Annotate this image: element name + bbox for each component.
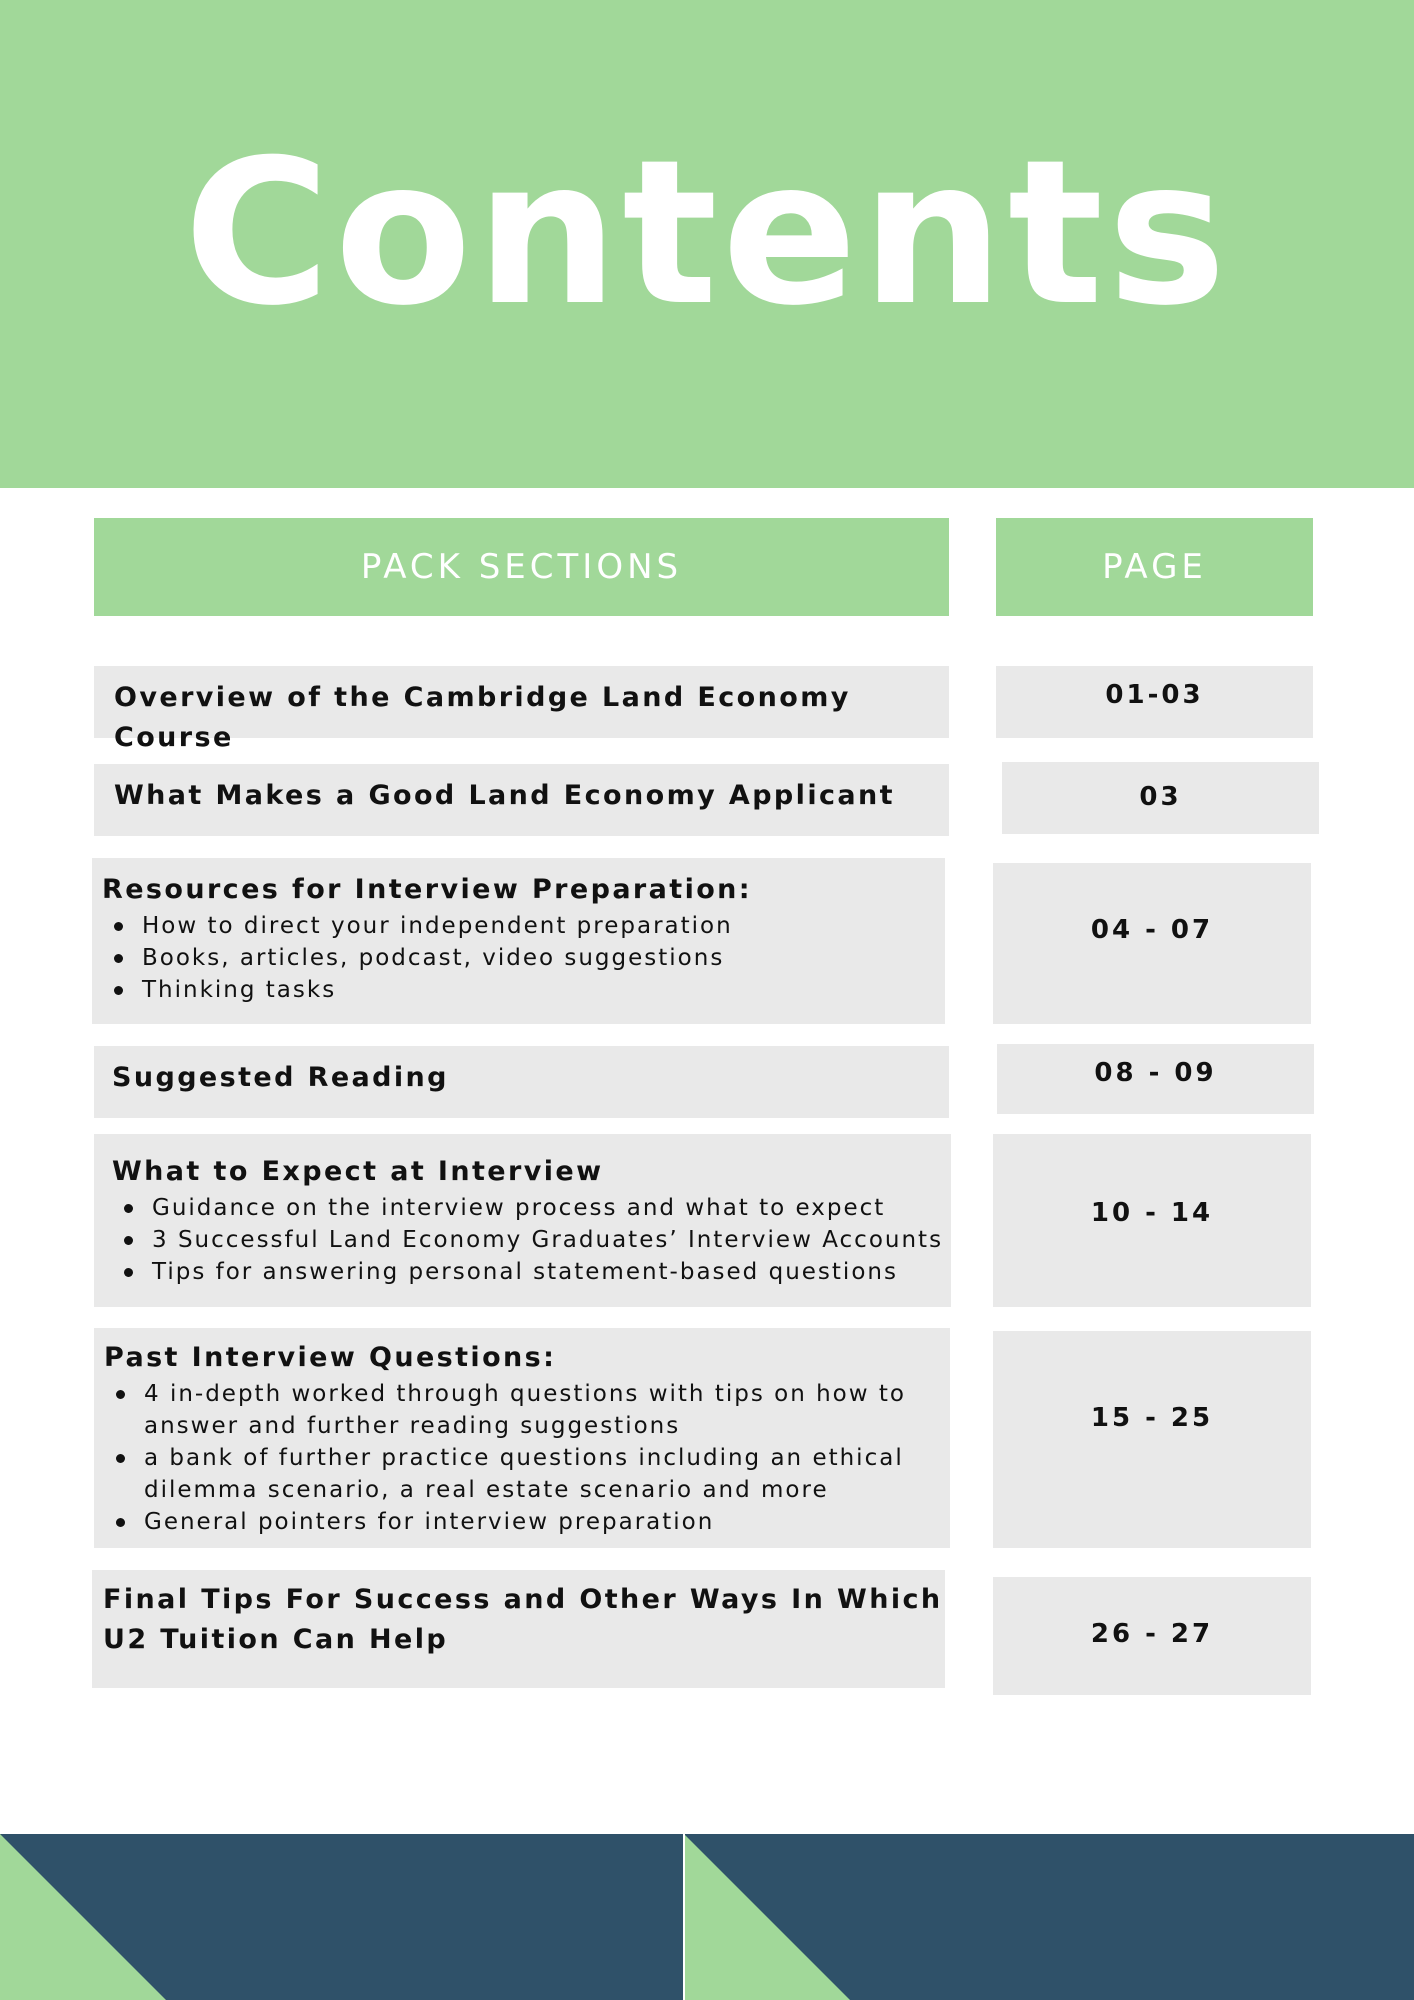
header-pack-sections-label: PACK SECTIONS xyxy=(360,547,683,587)
page-number: 03 xyxy=(1139,782,1182,812)
section-title-line2: U2 Tuition Can Help xyxy=(103,1624,449,1655)
section-title: Final Tips For Success and Other Ways In Which xyxy=(103,1584,943,1615)
section-title: What to Expect at Interview xyxy=(112,1156,604,1187)
footer-decoration xyxy=(0,1834,1414,2000)
bullet-item: Guidance on the interview process and what to expect xyxy=(112,1192,951,1224)
page-cell-overview xyxy=(996,666,1313,738)
page-number: 10 - 14 xyxy=(1090,1198,1214,1228)
section-row-overview xyxy=(94,666,949,753)
section-title: Resources for Interview Preparation: xyxy=(102,874,752,905)
title-banner xyxy=(0,0,1414,488)
page-cell-past-questions xyxy=(993,1331,1311,1548)
bullet-item-continued: answer and further reading suggestions xyxy=(144,1413,681,1439)
section-row-suggested-reading xyxy=(94,1046,949,1118)
page-cell-resources xyxy=(993,863,1311,1024)
page-cell-what-to-expect xyxy=(993,1134,1311,1307)
footer-divider xyxy=(683,1834,685,2000)
page-number: 08 - 09 xyxy=(1094,1058,1217,1088)
header-page xyxy=(996,518,1313,616)
bullet-item: a bank of further practice questions including an ethical xyxy=(104,1442,950,1474)
section-row-good-applicant xyxy=(94,764,949,836)
page-number: 26 - 27 xyxy=(1090,1619,1214,1649)
bullet-item: Thinking tasks xyxy=(102,974,945,1006)
section-bullets xyxy=(104,1378,950,1538)
section-row-what-to-expect xyxy=(94,1134,951,1307)
section-bullets xyxy=(112,1192,951,1288)
bullet-item: Tips for answering personal statement-based questions xyxy=(112,1256,951,1288)
bullet-item: How to direct your independent preparation xyxy=(102,910,945,942)
bullet-item: 4 in-depth worked through questions with tips on how to xyxy=(104,1378,950,1410)
page-cell-good-applicant xyxy=(1002,762,1319,834)
page-number: 15 - 25 xyxy=(1090,1403,1214,1433)
section-title: Past Interview Questions: xyxy=(104,1342,557,1373)
page-cell-final-tips xyxy=(993,1577,1311,1695)
page-title: Contents xyxy=(183,117,1231,350)
section-row-resources xyxy=(92,858,945,1024)
section-row-final-tips xyxy=(92,1570,945,1688)
bullet-item: 3 Successful Land Economy Graduates’ Interview Accounts xyxy=(112,1224,951,1256)
section-title: Suggested Reading xyxy=(112,1062,449,1093)
bullet-item: General pointers for interview preparation xyxy=(104,1506,950,1538)
bullet-item: Books, articles, podcast, video suggestions xyxy=(102,942,945,974)
section-title: What Makes a Good Land Economy Applicant xyxy=(114,780,895,811)
page-number: 04 - 07 xyxy=(1090,915,1214,945)
header-page-label: PAGE xyxy=(1102,547,1207,587)
section-row-past-questions xyxy=(94,1328,950,1548)
section-bullets xyxy=(102,910,945,1006)
section-title: Overview of the Cambridge Land Economy Course xyxy=(114,682,851,753)
bullet-item-continued: dilemma scenario, a real estate scenario and more xyxy=(144,1477,829,1503)
header-pack-sections xyxy=(94,518,949,616)
page-number: 01-03 xyxy=(1105,680,1204,710)
page-cell-suggested-reading xyxy=(997,1044,1314,1114)
